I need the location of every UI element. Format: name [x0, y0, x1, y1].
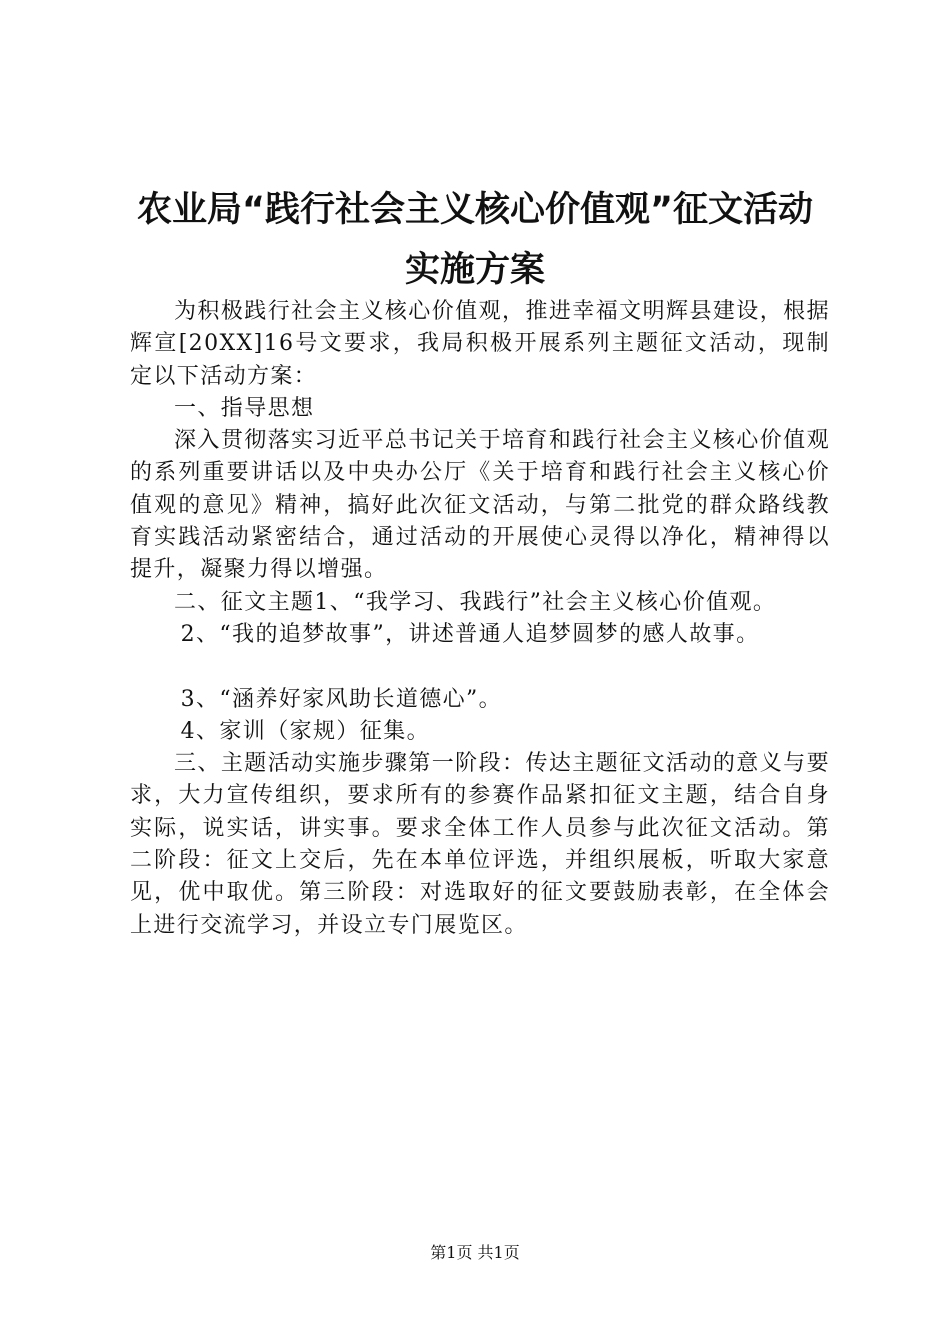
document-title-line-2: 实施方案 — [404, 250, 545, 290]
theme-item-2: 2、“我的追梦故事”，讲述普通人追梦圆梦的感人故事。 — [180, 621, 760, 647]
implementation-steps-paragraph: 三、主题活动实施步骤第一阶段：传达主题征文活动的意义与要求，大力宣传组织，要求所有的参赛作品紧扣征文主题，结合自身实际，说实话，讲实事。要求全体工作人员参与此次征文活动。第二阶段：征文上交后，先在本单位评选，并组织展板，听取大家意见，优中取优。第三阶段：对选取好的征文要鼓励表彰，在全体会上进行交流学习，并设立专门展览区。 — [130, 751, 830, 938]
document-title-line-1: 农业局“践行社会主义核心价值观”征文活动 — [136, 190, 813, 230]
section-heading-guiding-thought: 一、指导思想 — [174, 395, 315, 421]
blank-line — [130, 651, 830, 683]
theme-item-1: 二、征文主题1、“我学习、我践行”社会主义核心价值观。 — [174, 589, 777, 615]
theme-item-3: 3、“涵养好家风助长道德心”。 — [180, 686, 503, 712]
document-body — [130, 296, 830, 942]
intro-paragraph: 为积极践行社会主义核心价值观，推进幸福文明辉县建设，根据辉宣[20XX]16号文要求，我局积极开展系列主题征文活动，现制定以下活动方案： — [130, 299, 830, 389]
theme-item-4: 4、家训（家规）征集。 — [180, 718, 430, 744]
page-number-footer: 第1页 共1页 — [430, 1243, 520, 1262]
guiding-thought-paragraph: 深入贯彻落实习近平总书记关于培育和践行社会主义核心价值观的系列重要讲话以及中央办公厅《关于培育和践行社会主义核心价值观的意见》精神，搞好此次征文活动，与第二批党的群众路线教育实践活动紧密结合，通过活动的开展使心灵得以净化，精神得以提升，凝聚力得以增强。 — [130, 428, 830, 583]
